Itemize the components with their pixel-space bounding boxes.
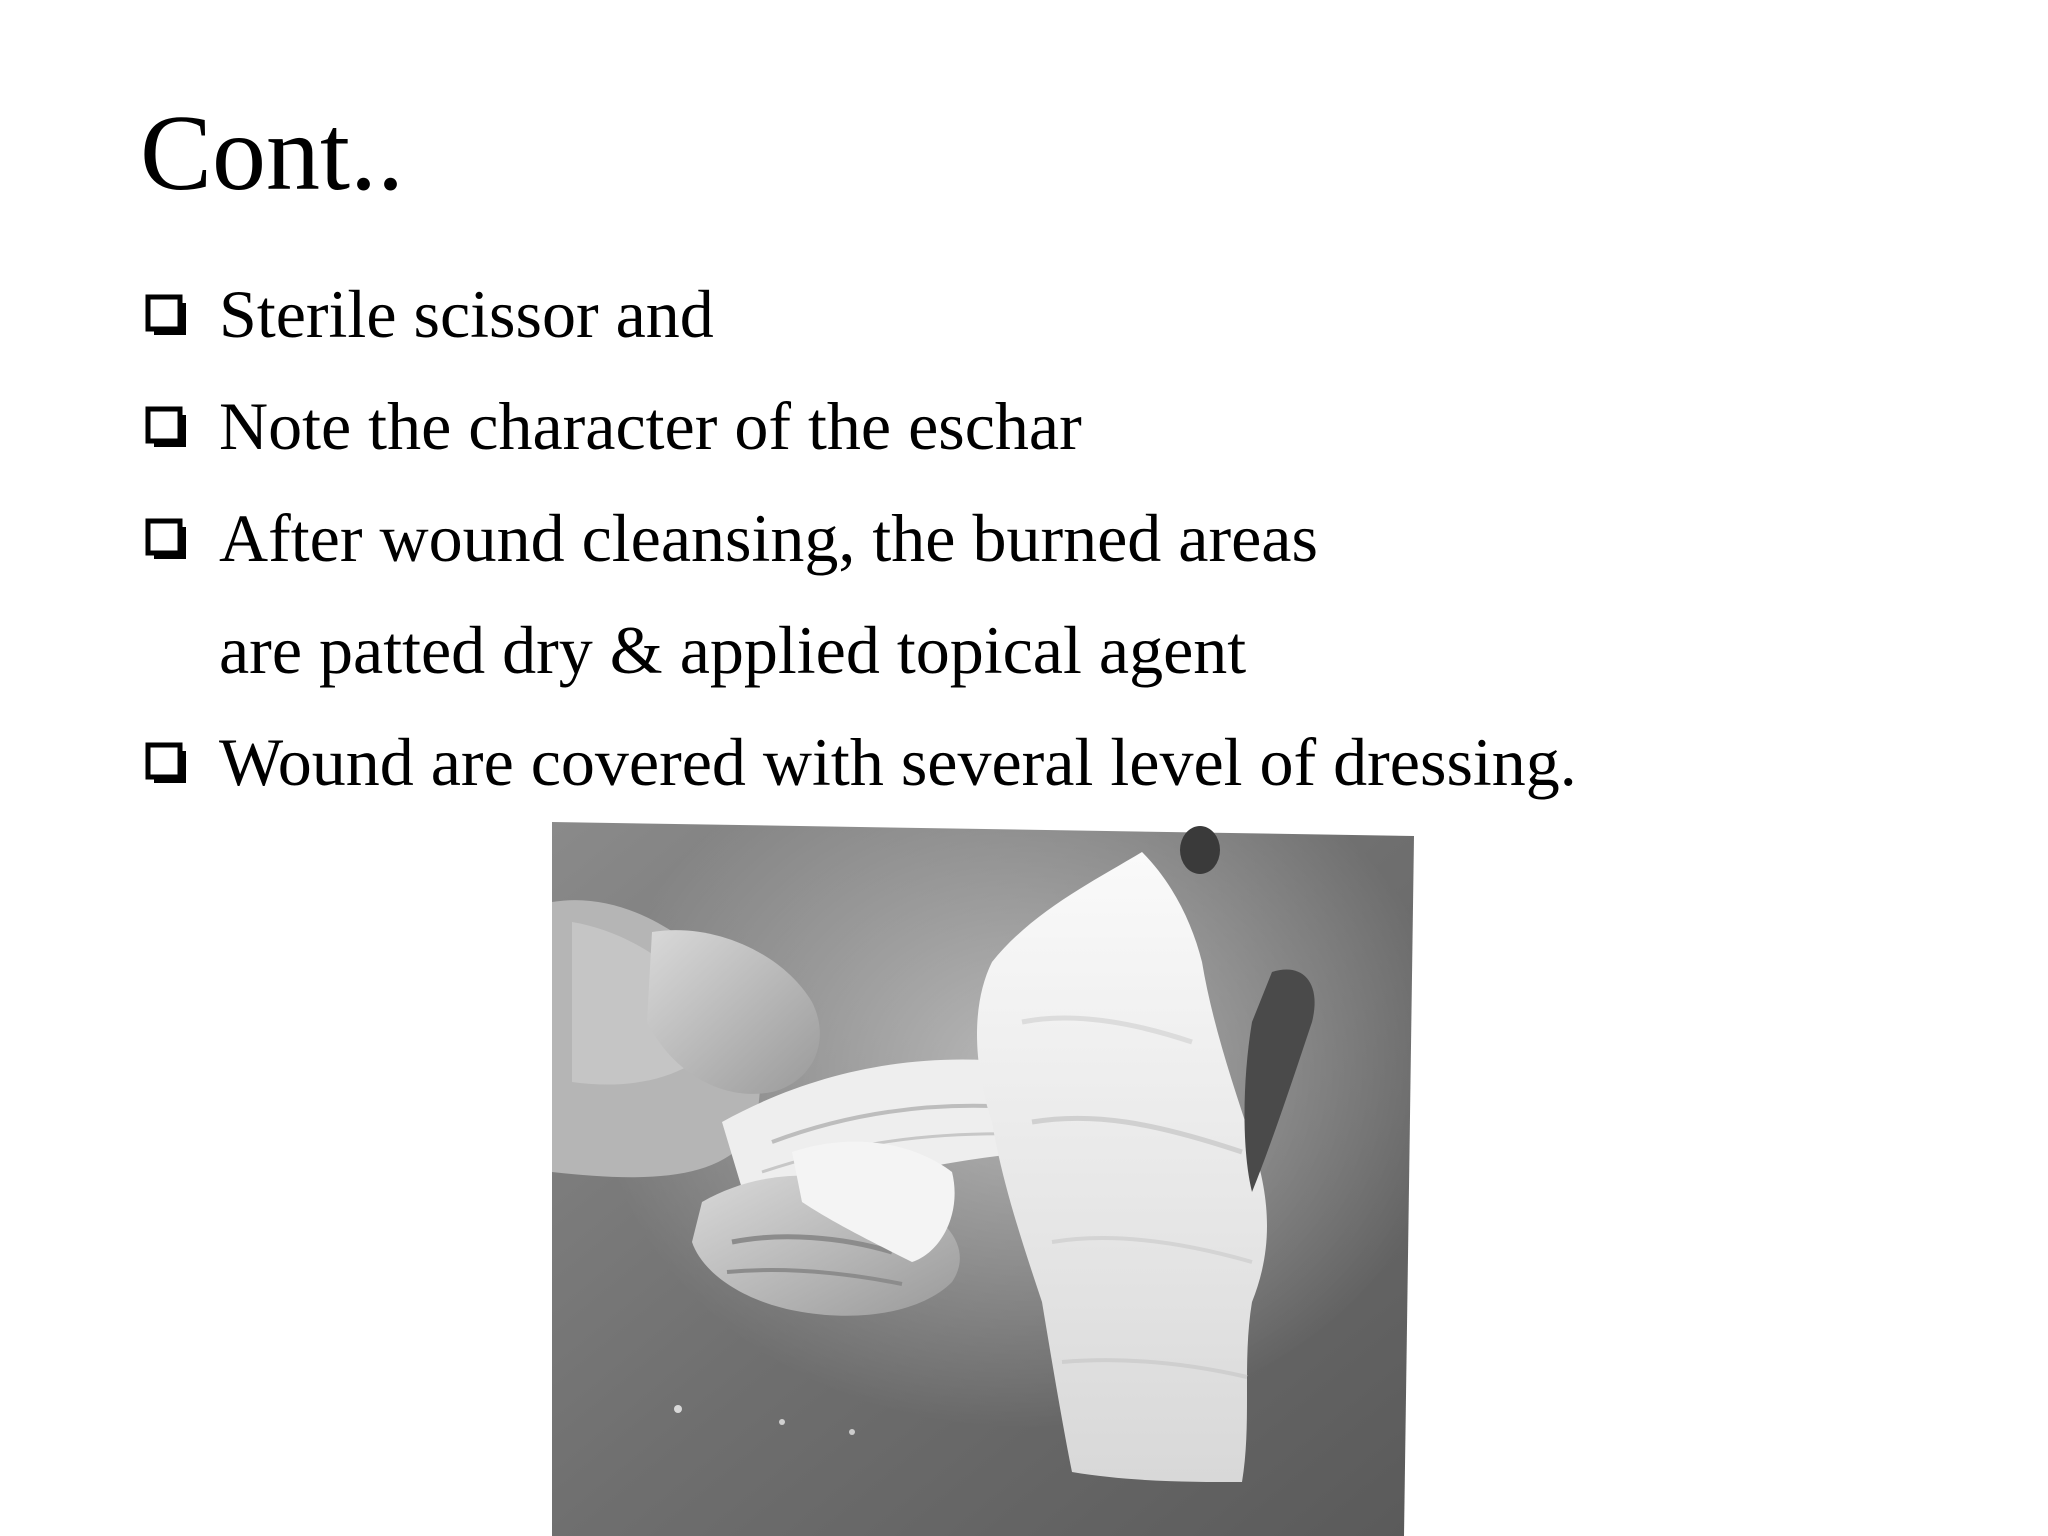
checkbox-square-icon xyxy=(145,406,189,450)
burn-dressing-photo xyxy=(552,822,1414,1536)
checkbox-square-icon xyxy=(145,294,189,338)
bullet-text: Sterile scissor and xyxy=(219,276,714,352)
checkbox-square-icon xyxy=(145,742,189,786)
bullet-item xyxy=(145,706,1577,818)
bullet-text-continued: are patted dry & applied topical agent xyxy=(219,612,1247,688)
bullet-text: Wound are covered with several level of dressing. xyxy=(219,724,1577,800)
checkbox-square-icon xyxy=(145,518,189,562)
burn-dressing-illustration xyxy=(552,822,1414,1536)
bullet-text: Note the character of the eschar xyxy=(219,388,1082,464)
slide-title: Cont.. xyxy=(140,94,405,213)
bullet-item xyxy=(145,370,1577,482)
bullet-list xyxy=(145,258,1577,818)
bullet-item xyxy=(145,258,1577,370)
bullet-item xyxy=(145,482,1577,706)
bullet-text: After wound cleansing, the burned areas xyxy=(219,500,1318,576)
